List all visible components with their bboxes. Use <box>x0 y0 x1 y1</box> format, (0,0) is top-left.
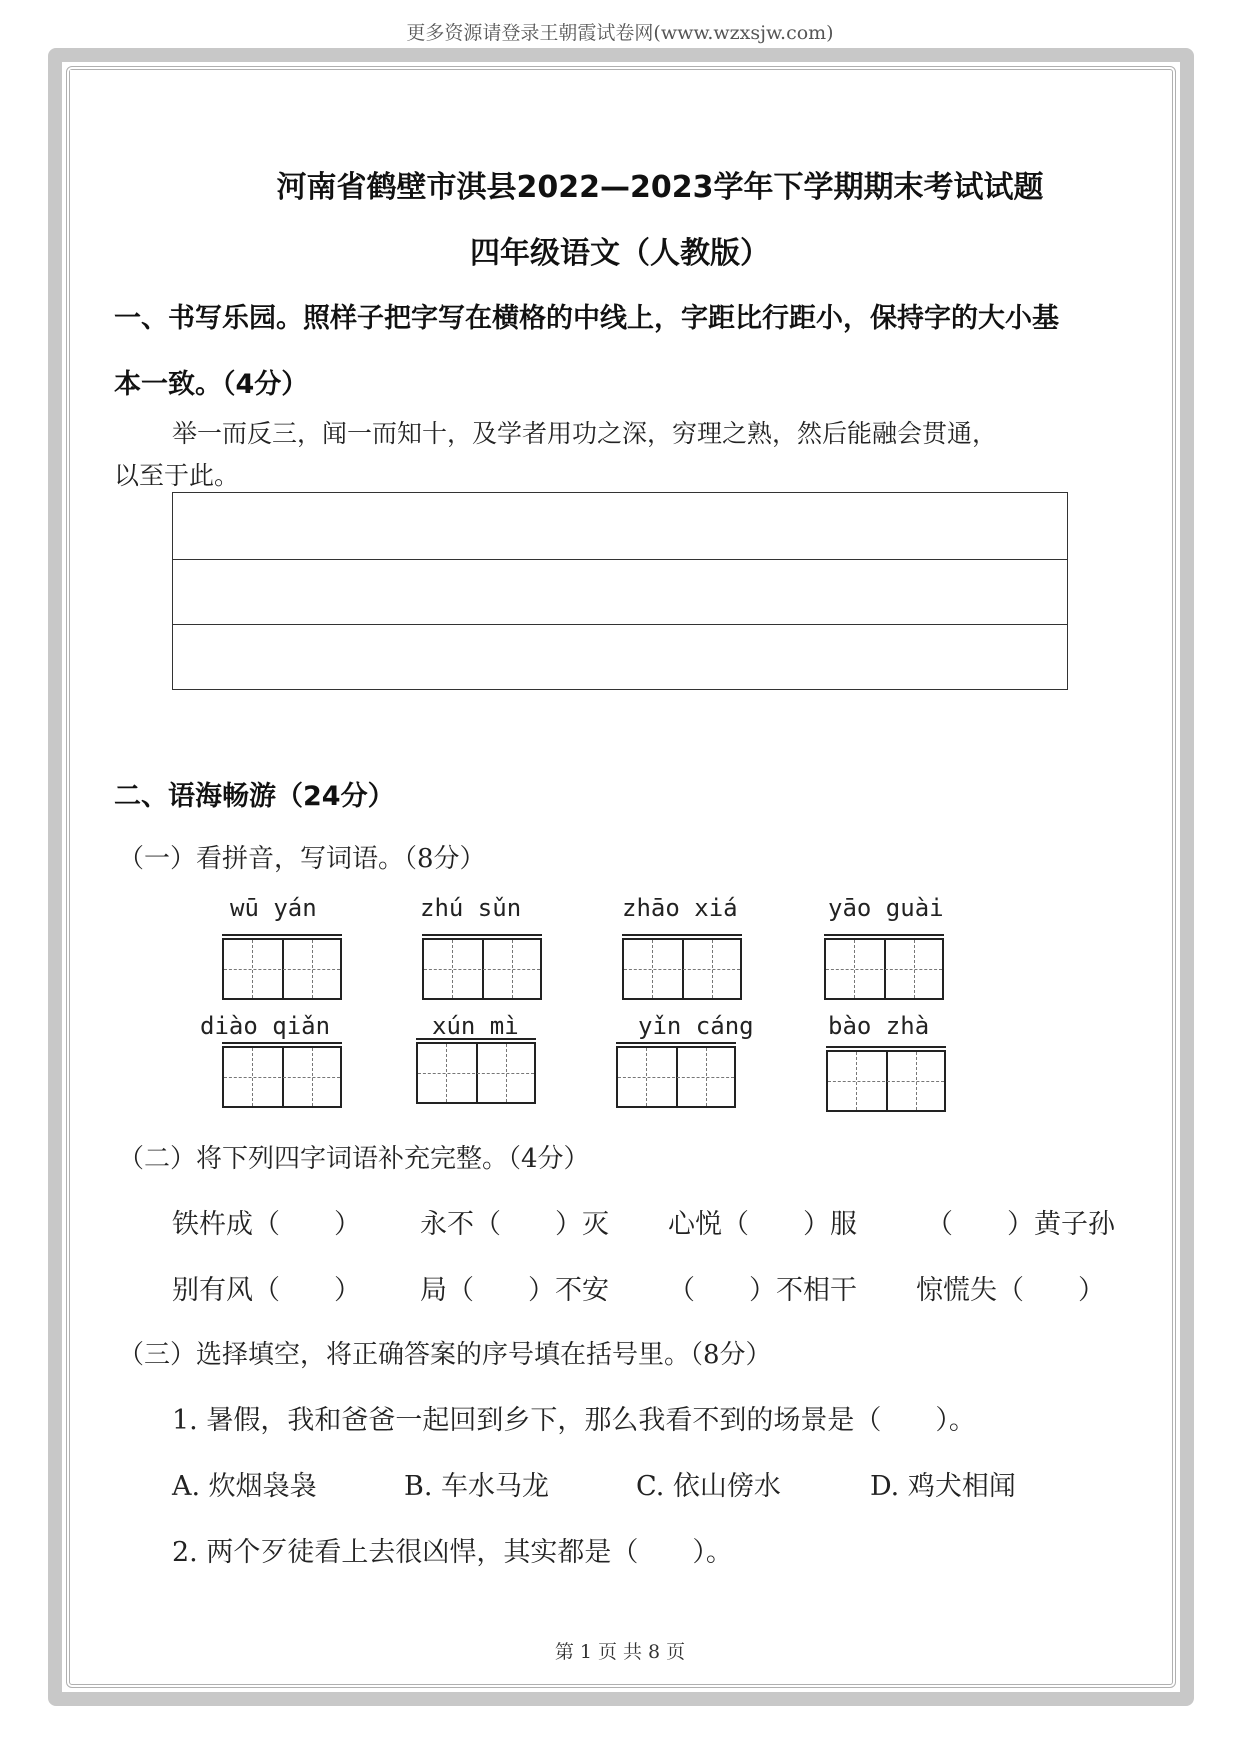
idiom-blank[interactable]: （ ）不相干 <box>668 1275 857 1306</box>
pinyin-label: diào qiǎn <box>200 1012 331 1040</box>
tianzige-box[interactable] <box>222 938 342 1000</box>
option-c[interactable]: C. 依山傍水 <box>636 1471 781 1502</box>
question-1: 1. 暑假，我和爸爸一起回到乡下，那么我看不到的场景是（ ）。 <box>172 1405 976 1436</box>
idiom-blank[interactable]: （ ）黄子孙 <box>926 1209 1115 1240</box>
part1-heading: （一）看拼音，写词语。（8分） <box>118 844 486 874</box>
tianzige-box[interactable] <box>622 938 742 1000</box>
idiom-blank[interactable]: 惊慌失（ ） <box>916 1275 1105 1306</box>
tianzige-box[interactable] <box>826 1050 946 1112</box>
option-b[interactable]: B. 车水马龙 <box>404 1471 550 1502</box>
tianzige-box[interactable] <box>222 1046 342 1108</box>
writing-line <box>173 559 1067 560</box>
tianzige-box[interactable] <box>422 938 542 1000</box>
pinyin-label: zhú sǔn <box>420 894 522 922</box>
tianzige-box[interactable] <box>616 1046 736 1108</box>
idiom-blank[interactable]: 心悦（ ）服 <box>668 1209 857 1240</box>
exam-title: 河南省鹤壁市淇县2022—2023学年下学期期末考试试题 <box>276 170 1044 205</box>
idiom-blank[interactable]: 局（ ）不安 <box>420 1275 609 1306</box>
exam-subtitle: 四年级语文（人教版） <box>470 236 770 271</box>
option-d[interactable]: D. 鸡犬相闻 <box>870 1471 1016 1502</box>
idiom-blank[interactable]: 铁杵成（ ） <box>172 1209 361 1240</box>
idiom-blank[interactable]: 别有风（ ） <box>172 1275 361 1306</box>
part3-heading: （三）选择填空，将正确答案的序号填在括号里。（8分） <box>118 1340 772 1370</box>
idiom-blank[interactable]: 永不（ ）灭 <box>420 1209 609 1240</box>
pinyin-label: yǐn cáng <box>638 1012 754 1040</box>
pinyin-label: wū yán <box>230 894 317 922</box>
section1-heading-line1: 一、书写乐园。照样子把字写在横格的中线上，字距比行距小，保持字的大小基 <box>114 303 1059 334</box>
pinyin-label: yāo guài <box>828 894 944 922</box>
pinyin-label: xún mì <box>432 1012 519 1040</box>
tianzige-box[interactable] <box>824 938 944 1000</box>
section1-heading-line2: 本一致。（4分） <box>114 369 309 400</box>
part2-heading: （二）将下列四字词语补充完整。（4分） <box>118 1144 590 1174</box>
section2-heading: 二、语海畅游（24分） <box>114 781 395 812</box>
watermark-header: 更多资源请登录王朝霞试卷网(www.wzxsjw.com) <box>406 22 834 44</box>
page-number: 第 1 页 共 8 页 <box>554 1641 686 1663</box>
copy-text-line1: 举一而反三，闻一而知十，及学者用功之深，穷理之熟，然后能融会贯通， <box>172 419 998 448</box>
pinyin-label: zhāo xiá <box>622 894 738 922</box>
option-a[interactable]: A. 炊烟袅袅 <box>172 1471 317 1502</box>
writing-line <box>173 624 1067 625</box>
question-2: 2. 两个歹徒看上去很凶悍，其实都是（ ）。 <box>172 1537 733 1568</box>
handwriting-lines[interactable] <box>172 492 1068 690</box>
tianzige-box[interactable] <box>416 1042 536 1104</box>
copy-text-line2: 以至于此。 <box>114 461 240 490</box>
pinyin-label: bào zhà <box>828 1012 930 1040</box>
